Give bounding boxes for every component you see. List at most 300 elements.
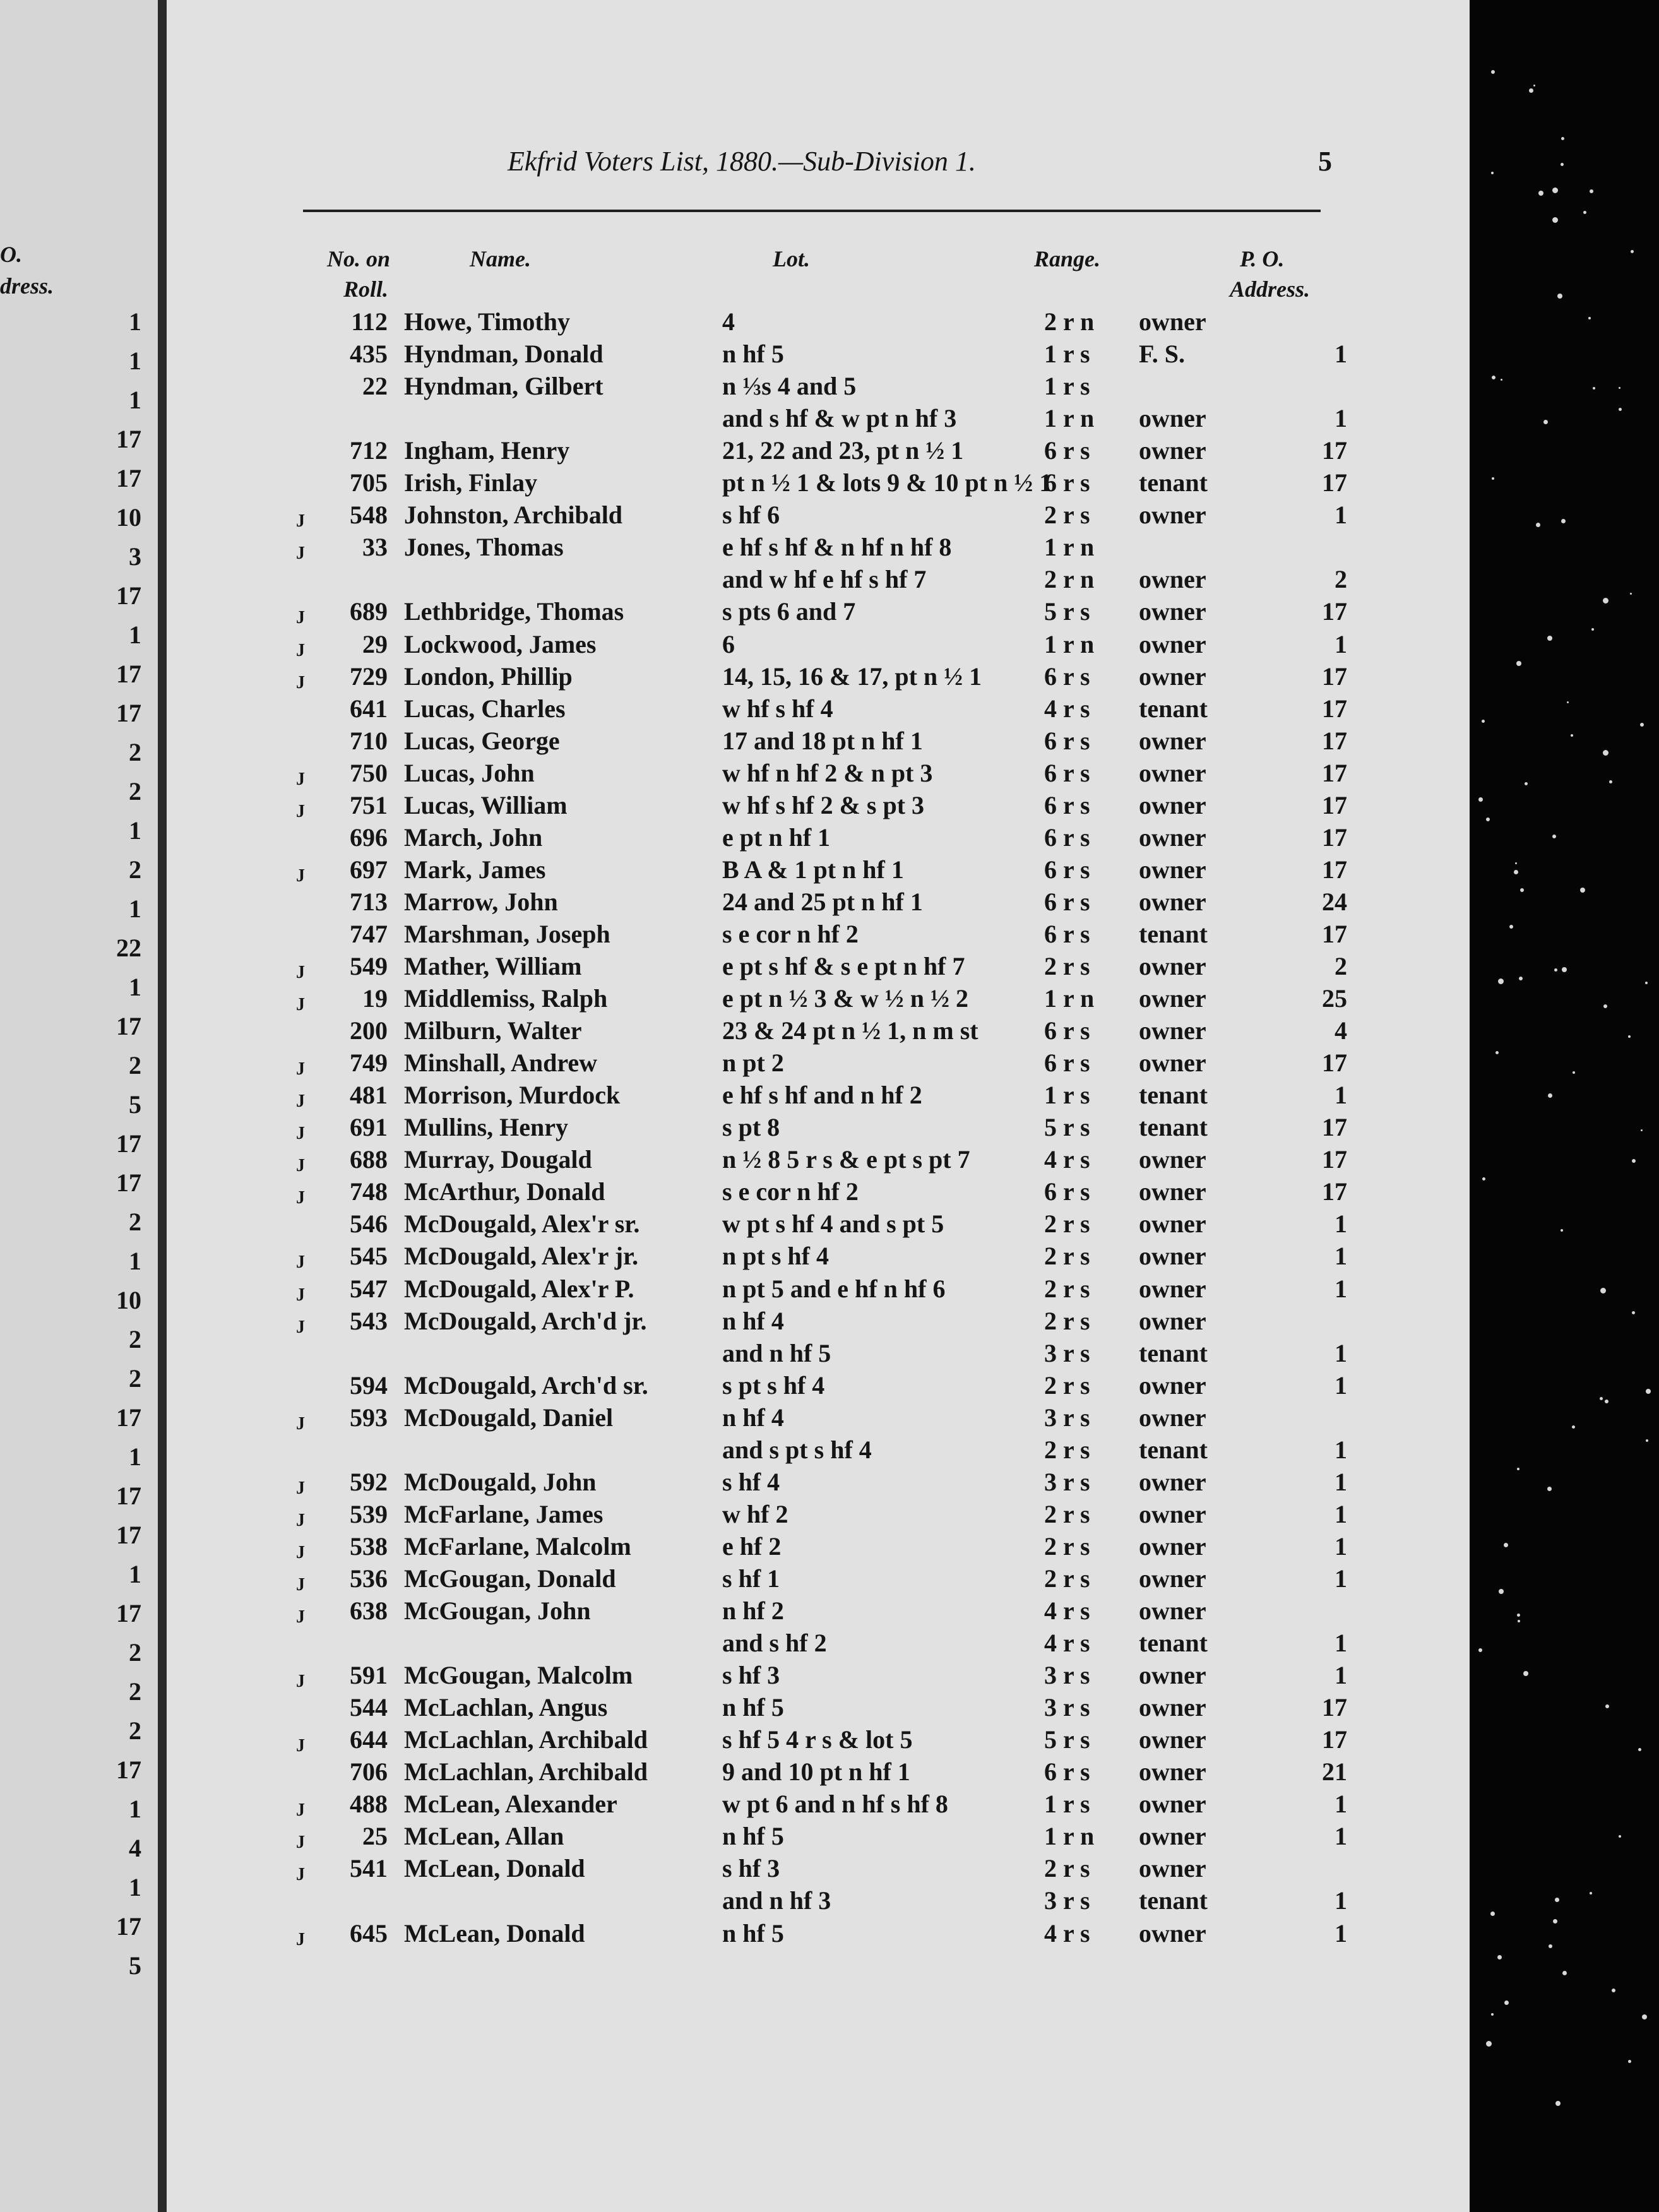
column-header-name: Name. [470,246,531,271]
juror-mark: J [296,1833,305,1852]
juror-mark: J [296,1736,305,1756]
facing-page-heading-address: dress. [0,273,54,299]
roll-number: 536 [350,1564,388,1593]
lot-description: w hf n hf 2 & n pt 3 [722,759,933,787]
voter-name: McGougan, John [404,1597,591,1625]
lot-description: 24 and 25 pt n hf 1 [722,888,923,916]
voter-name: Minshall, Andrew [404,1049,597,1077]
roll-number: 691 [350,1113,388,1141]
scan-speck [1519,977,1523,980]
voter-name: McLachlan, Archibald [404,1757,648,1786]
lot-description: and s hf & w pt n hf 3 [722,404,957,432]
po-address: 17 [1322,920,1347,948]
range-value: 3 r s [1044,1339,1090,1367]
table-row [167,1050,1470,1083]
table-row [167,1888,1470,1920]
lot-description: 23 & 24 pt n ½ 1, n m st [722,1016,978,1045]
roll-number: 747 [350,920,388,948]
facing-page-po-value: 1 [129,1247,141,1275]
voter-name: McLean, Donald [404,1854,585,1882]
facing-page-po-value: 17 [116,1756,141,1784]
scan-speck [1646,1439,1648,1442]
lot-description: 17 and 18 pt n hf 1 [722,727,923,755]
voter-name: Lethbridge, Thomas [404,597,624,626]
po-address: 1 [1335,1242,1347,1270]
lot-description: and s pt s hf 4 [722,1436,872,1464]
scan-speck [1646,1389,1651,1394]
scan-speck [1552,217,1558,223]
range-value: 3 r s [1044,1661,1090,1689]
voter-name: McGougan, Malcolm [404,1661,633,1689]
po-address: 2 [1335,952,1347,980]
facing-page-po-value: 1 [129,895,141,923]
lot-description: s hf 3 [722,1661,780,1689]
scan-speck [1478,797,1483,802]
column-header-lot: Lot. [773,246,810,271]
juror-mark: J [296,1188,305,1208]
lot-description: s hf 1 [722,1564,780,1593]
status-value: owner [1139,1371,1206,1400]
table-row [167,1921,1470,1953]
lot-description: s pt 8 [722,1113,780,1141]
lot-description: e pt n hf 1 [722,823,831,852]
juror-mark: J [296,1575,305,1595]
voter-name: McLean, Allan [404,1822,564,1850]
scan-speck [1517,1614,1520,1617]
po-address: 1 [1335,1339,1347,1367]
lot-description: and n hf 5 [722,1339,831,1367]
voter-name: Lucas, John [404,759,535,787]
facing-page-po-value: 22 [116,934,141,962]
po-address: 21 [1322,1757,1347,1786]
scan-speck [1642,2014,1647,2019]
table-row [167,1179,1470,1211]
scan-speck [1486,2041,1492,2047]
juror-mark: J [296,963,305,982]
scan-speck [1520,888,1524,892]
scan-speck [1552,835,1556,838]
range-value: 1 r n [1044,533,1095,561]
scan-speck [1491,172,1494,174]
status-value: owner [1139,1242,1206,1270]
lot-description: n hf 4 [722,1307,784,1335]
status-value: owner [1139,1564,1206,1593]
juror-mark: J [296,1672,305,1691]
scan-speck [1498,978,1504,984]
lot-description: w hf s hf 4 [722,694,833,723]
status-value: tenant [1139,1886,1208,1915]
scan-speck [1516,661,1521,666]
status-value: tenant [1139,1436,1208,1464]
lot-description: 6 [722,630,735,658]
range-value: 6 r s [1044,920,1090,948]
facing-page-po-value: 1 [129,816,141,845]
po-address: 4 [1335,1016,1347,1045]
scan-speck [1538,191,1543,196]
range-value: 5 r s [1044,1113,1090,1141]
po-address: 25 [1322,984,1347,1013]
table-row [167,1631,1470,1663]
table-row [167,1566,1470,1598]
scan-speck [1543,420,1548,424]
range-value: 6 r s [1044,468,1090,497]
table-row [167,664,1470,696]
range-value: 2 r s [1044,1307,1090,1335]
range-value: 1 r n [1044,984,1095,1013]
po-address: 17 [1322,1693,1347,1721]
lot-description: n hf 5 [722,1919,784,1947]
scan-speck [1632,1159,1636,1163]
roll-number: 435 [350,340,388,368]
roll-number: 22 [362,372,388,400]
lot-description: n hf 5 [722,1693,784,1721]
range-value: 1 r n [1044,404,1095,432]
status-value: F. S. [1139,340,1186,368]
scan-speck [1562,1971,1567,1975]
po-address: 17 [1322,597,1347,626]
table-row [167,1405,1470,1437]
roll-number: 713 [350,888,388,916]
po-address: 1 [1335,1822,1347,1850]
scan-speck [1555,2101,1561,2106]
status-value: owner [1139,662,1206,691]
po-address: 1 [1335,1371,1347,1400]
roll-number: 706 [350,1757,388,1786]
table-row [167,309,1470,342]
facing-page-po-value: 17 [116,1599,141,1627]
range-value: 3 r s [1044,1693,1090,1721]
scan-speck [1533,85,1535,86]
juror-mark: J [296,1865,305,1884]
po-address: 1 [1335,1500,1347,1528]
facing-page-po-value: 1 [129,1873,141,1901]
range-value: 2 r s [1044,1564,1090,1593]
table-row [167,1244,1470,1276]
scan-speck [1641,1129,1643,1131]
range-value: 1 r n [1044,1822,1095,1850]
status-value: owner [1139,888,1206,916]
scan-speck [1605,1400,1608,1403]
table-row [167,986,1470,1018]
po-address: 1 [1335,1919,1347,1947]
voter-name: Milburn, Walter [404,1016,582,1045]
status-value: tenant [1139,1629,1208,1657]
header-rule [303,210,1321,212]
po-address: 17 [1322,759,1347,787]
scan-speck [1631,250,1634,253]
table-row [167,1083,1470,1115]
scan-speck [1645,982,1648,984]
scan-speck [1567,701,1569,703]
lot-description: e hf 2 [722,1532,782,1561]
status-value: owner [1139,1500,1206,1528]
voter-name: Lucas, Charles [404,694,566,723]
range-value: 5 r s [1044,1725,1090,1754]
scan-speck [1588,317,1591,319]
table-row [167,342,1470,374]
voter-name: McLean, Donald [404,1919,585,1947]
table-row [167,374,1470,406]
lot-description: s pt s hf 4 [722,1371,825,1400]
juror-mark: J [296,641,305,660]
scan-speck [1628,2060,1631,2063]
range-value: 2 r s [1044,501,1090,529]
lot-description: s hf 6 [722,501,780,529]
scan-speck [1603,598,1608,604]
roll-number: 549 [350,952,388,980]
facing-page-fragment [0,0,158,2212]
table-row [167,857,1470,889]
table-row [167,1211,1470,1244]
po-address: 17 [1322,662,1347,691]
facing-page-po-value: 17 [116,1012,141,1040]
roll-number: 488 [350,1790,388,1818]
lot-description: s hf 5 4 r s & lot 5 [722,1725,913,1754]
range-value: 1 r s [1044,340,1090,368]
facing-page-po-value: 17 [116,1521,141,1549]
scan-speck [1628,1035,1631,1038]
status-value: owner [1139,1177,1206,1206]
range-value: 4 r s [1044,1597,1090,1625]
juror-mark: J [296,1124,305,1143]
status-value: owner [1139,823,1206,852]
voter-name: Lockwood, James [404,630,597,658]
lot-description: s e cor n hf 2 [722,920,859,948]
po-address: 1 [1335,340,1347,368]
facing-page-po-value: 3 [129,542,141,571]
scan-speck [1547,1487,1552,1491]
status-value: owner [1139,1210,1206,1238]
status-value: owner [1139,1790,1206,1818]
status-value: owner [1139,1468,1206,1496]
scan-speck [1632,1311,1635,1314]
lot-description: n hf 2 [722,1597,784,1625]
po-address: 17 [1322,1177,1347,1206]
scan-speck [1553,1919,1557,1924]
facing-page-po-value: 17 [116,1168,141,1197]
status-value: owner [1139,630,1206,658]
lot-description: n pt s hf 4 [722,1242,829,1270]
roll-number: 591 [350,1661,388,1689]
lot-description: n ½ 8 5 r s & e pt s pt 7 [722,1145,970,1174]
range-value: 6 r s [1044,1016,1090,1045]
lot-description: w pt s hf 4 and s pt 5 [722,1210,944,1238]
po-address: 17 [1322,855,1347,884]
voter-name: McDougald, Alex'r P. [404,1275,634,1303]
lot-description: n pt 2 [722,1049,784,1077]
facing-page-po-value: 1 [129,1795,141,1823]
roll-number: 592 [350,1468,388,1496]
table-row [167,632,1470,664]
status-value: owner [1139,791,1206,819]
scan-speck [1583,211,1586,214]
po-address: 1 [1335,1790,1347,1818]
scan-speck [1572,1425,1575,1429]
lot-description: n hf 5 [722,1822,784,1850]
voter-name: Marrow, John [404,888,558,916]
po-address: 1 [1335,1275,1347,1303]
po-address: 1 [1335,1468,1347,1496]
column-header-roll: Roll. [343,276,389,302]
po-address: 17 [1322,1725,1347,1754]
voter-name: Middlemiss, Ralph [404,984,608,1013]
status-value: owner [1139,404,1206,432]
scan-speck [1573,1071,1575,1074]
range-value: 3 r s [1044,1403,1090,1432]
lot-description: w hf 2 [722,1500,788,1528]
range-value: 3 r s [1044,1468,1090,1496]
table-row [167,1695,1470,1727]
roll-number: 751 [350,791,388,819]
table-row [167,470,1470,502]
scan-speck [1590,189,1593,193]
table-row [167,1147,1470,1179]
juror-mark: J [296,544,305,563]
status-value: owner [1139,436,1206,465]
juror-mark: J [296,866,305,886]
roll-number: 641 [350,694,388,723]
status-value: owner [1139,952,1206,980]
status-value: owner [1139,984,1206,1013]
po-address: 17 [1322,436,1347,465]
juror-mark: J [296,1478,305,1498]
right-page [167,0,1470,2212]
lot-description: pt n ½ 1 & lots 9 & 10 pt n ½ 1 [722,468,1052,497]
facing-page-heading-po: O. [0,242,22,267]
roll-number: 638 [350,1597,388,1625]
juror-mark: J [296,770,305,789]
voter-name: McFarlane, James [404,1500,604,1528]
juror-mark: J [296,511,305,531]
scan-speck [1612,1989,1615,1992]
po-address: 17 [1322,1145,1347,1174]
scan-speck [1529,88,1533,93]
column-header-address: Address. [1230,276,1311,302]
scan-speck [1478,1648,1482,1652]
scan-speck [1486,818,1490,821]
range-value: 4 r s [1044,694,1090,723]
voter-name: McDougald, John [404,1468,597,1496]
juror-mark: J [296,1059,305,1079]
facing-page-po-value: 2 [129,1677,141,1706]
range-value: 4 r s [1044,1629,1090,1657]
po-address: 1 [1335,1081,1347,1109]
table-row [167,922,1470,954]
facing-page-po-value: 5 [129,1951,141,1980]
scan-speck [1492,376,1495,379]
roll-number: 705 [350,468,388,497]
scan-speck [1517,1468,1519,1470]
range-value: 6 r s [1044,888,1090,916]
status-value: owner [1139,759,1206,787]
table-row [167,502,1470,535]
status-value: owner [1139,1661,1206,1689]
voter-name: McDougald, Alex'r sr. [404,1210,640,1238]
voter-name: McLachlan, Angus [404,1693,608,1721]
table-row [167,535,1470,567]
juror-mark: J [296,1543,305,1562]
voter-name: Hyndman, Gilbert [404,372,604,400]
scan-speck [1492,477,1494,480]
range-value: 4 r s [1044,1919,1090,1947]
juror-mark: J [296,673,305,693]
status-value: owner [1139,1854,1206,1882]
scan-speck [1640,723,1644,727]
po-address: 17 [1322,694,1347,723]
range-value: 6 r s [1044,1049,1090,1077]
table-row [167,825,1470,857]
po-address: 2 [1335,565,1347,593]
po-address: 17 [1322,1049,1347,1077]
voter-name: McDougald, Alex'r jr. [404,1242,639,1270]
table-row [167,1534,1470,1566]
range-value: 1 r s [1044,1081,1090,1109]
lot-description: e pt n ½ 3 & w ½ n ½ 2 [722,984,969,1013]
scan-speck [1600,1397,1603,1400]
juror-mark: J [296,1252,305,1272]
facing-page-po-value: 1 [129,347,141,375]
facing-page-po-value: 2 [129,1716,141,1745]
lot-description: 9 and 10 pt n hf 1 [722,1757,910,1786]
juror-mark: J [296,608,305,627]
table-row [167,1856,1470,1888]
po-address: 1 [1335,1436,1347,1464]
scan-speck [1549,1944,1552,1948]
scan-speck [1619,408,1622,411]
voter-name: Mark, James [404,855,546,884]
range-value: 2 r n [1044,565,1095,593]
lot-description: s e cor n hf 2 [722,1177,859,1206]
table-row [167,728,1470,761]
juror-mark: J [296,802,305,821]
po-address: 17 [1322,1113,1347,1141]
table-row [167,1341,1470,1373]
range-value: 5 r s [1044,597,1090,626]
roll-number: 644 [350,1725,388,1754]
voter-name: Murray, Dougald [404,1145,592,1174]
roll-number: 29 [362,630,388,658]
voter-name: Morrison, Murdock [404,1081,621,1109]
table-row [167,1373,1470,1405]
facing-page-po-value: 5 [129,1090,141,1119]
status-value: owner [1139,1822,1206,1850]
voter-name: McGougan, Donald [404,1564,616,1593]
juror-mark: J [296,1930,305,1949]
lot-description: s hf 3 [722,1854,780,1882]
facing-page-po-value: 1 [129,973,141,1001]
juror-mark: J [296,1511,305,1530]
roll-number: 481 [350,1081,388,1109]
scan-speck [1554,968,1557,972]
voter-name: McArthur, Donald [404,1177,605,1206]
range-value: 2 r s [1044,1436,1090,1464]
scan-speck [1482,720,1485,723]
status-value: owner [1139,501,1206,529]
roll-number: 112 [351,307,388,336]
lot-description: 14, 15, 16 & 17, pt n ½ 1 [722,662,982,691]
scan-speck [1571,734,1573,737]
voter-name: Mullins, Henry [404,1113,569,1141]
lot-description: n hf 4 [722,1403,784,1432]
scan-speck [1501,379,1502,381]
range-value: 2 r s [1044,1242,1090,1270]
roll-number: 545 [350,1242,388,1270]
po-address: 24 [1322,888,1347,916]
roll-number: 538 [350,1532,388,1561]
column-header-no-on: No. on [327,246,391,271]
scan-speck [1495,1051,1499,1054]
range-value: 2 r s [1044,1275,1090,1303]
